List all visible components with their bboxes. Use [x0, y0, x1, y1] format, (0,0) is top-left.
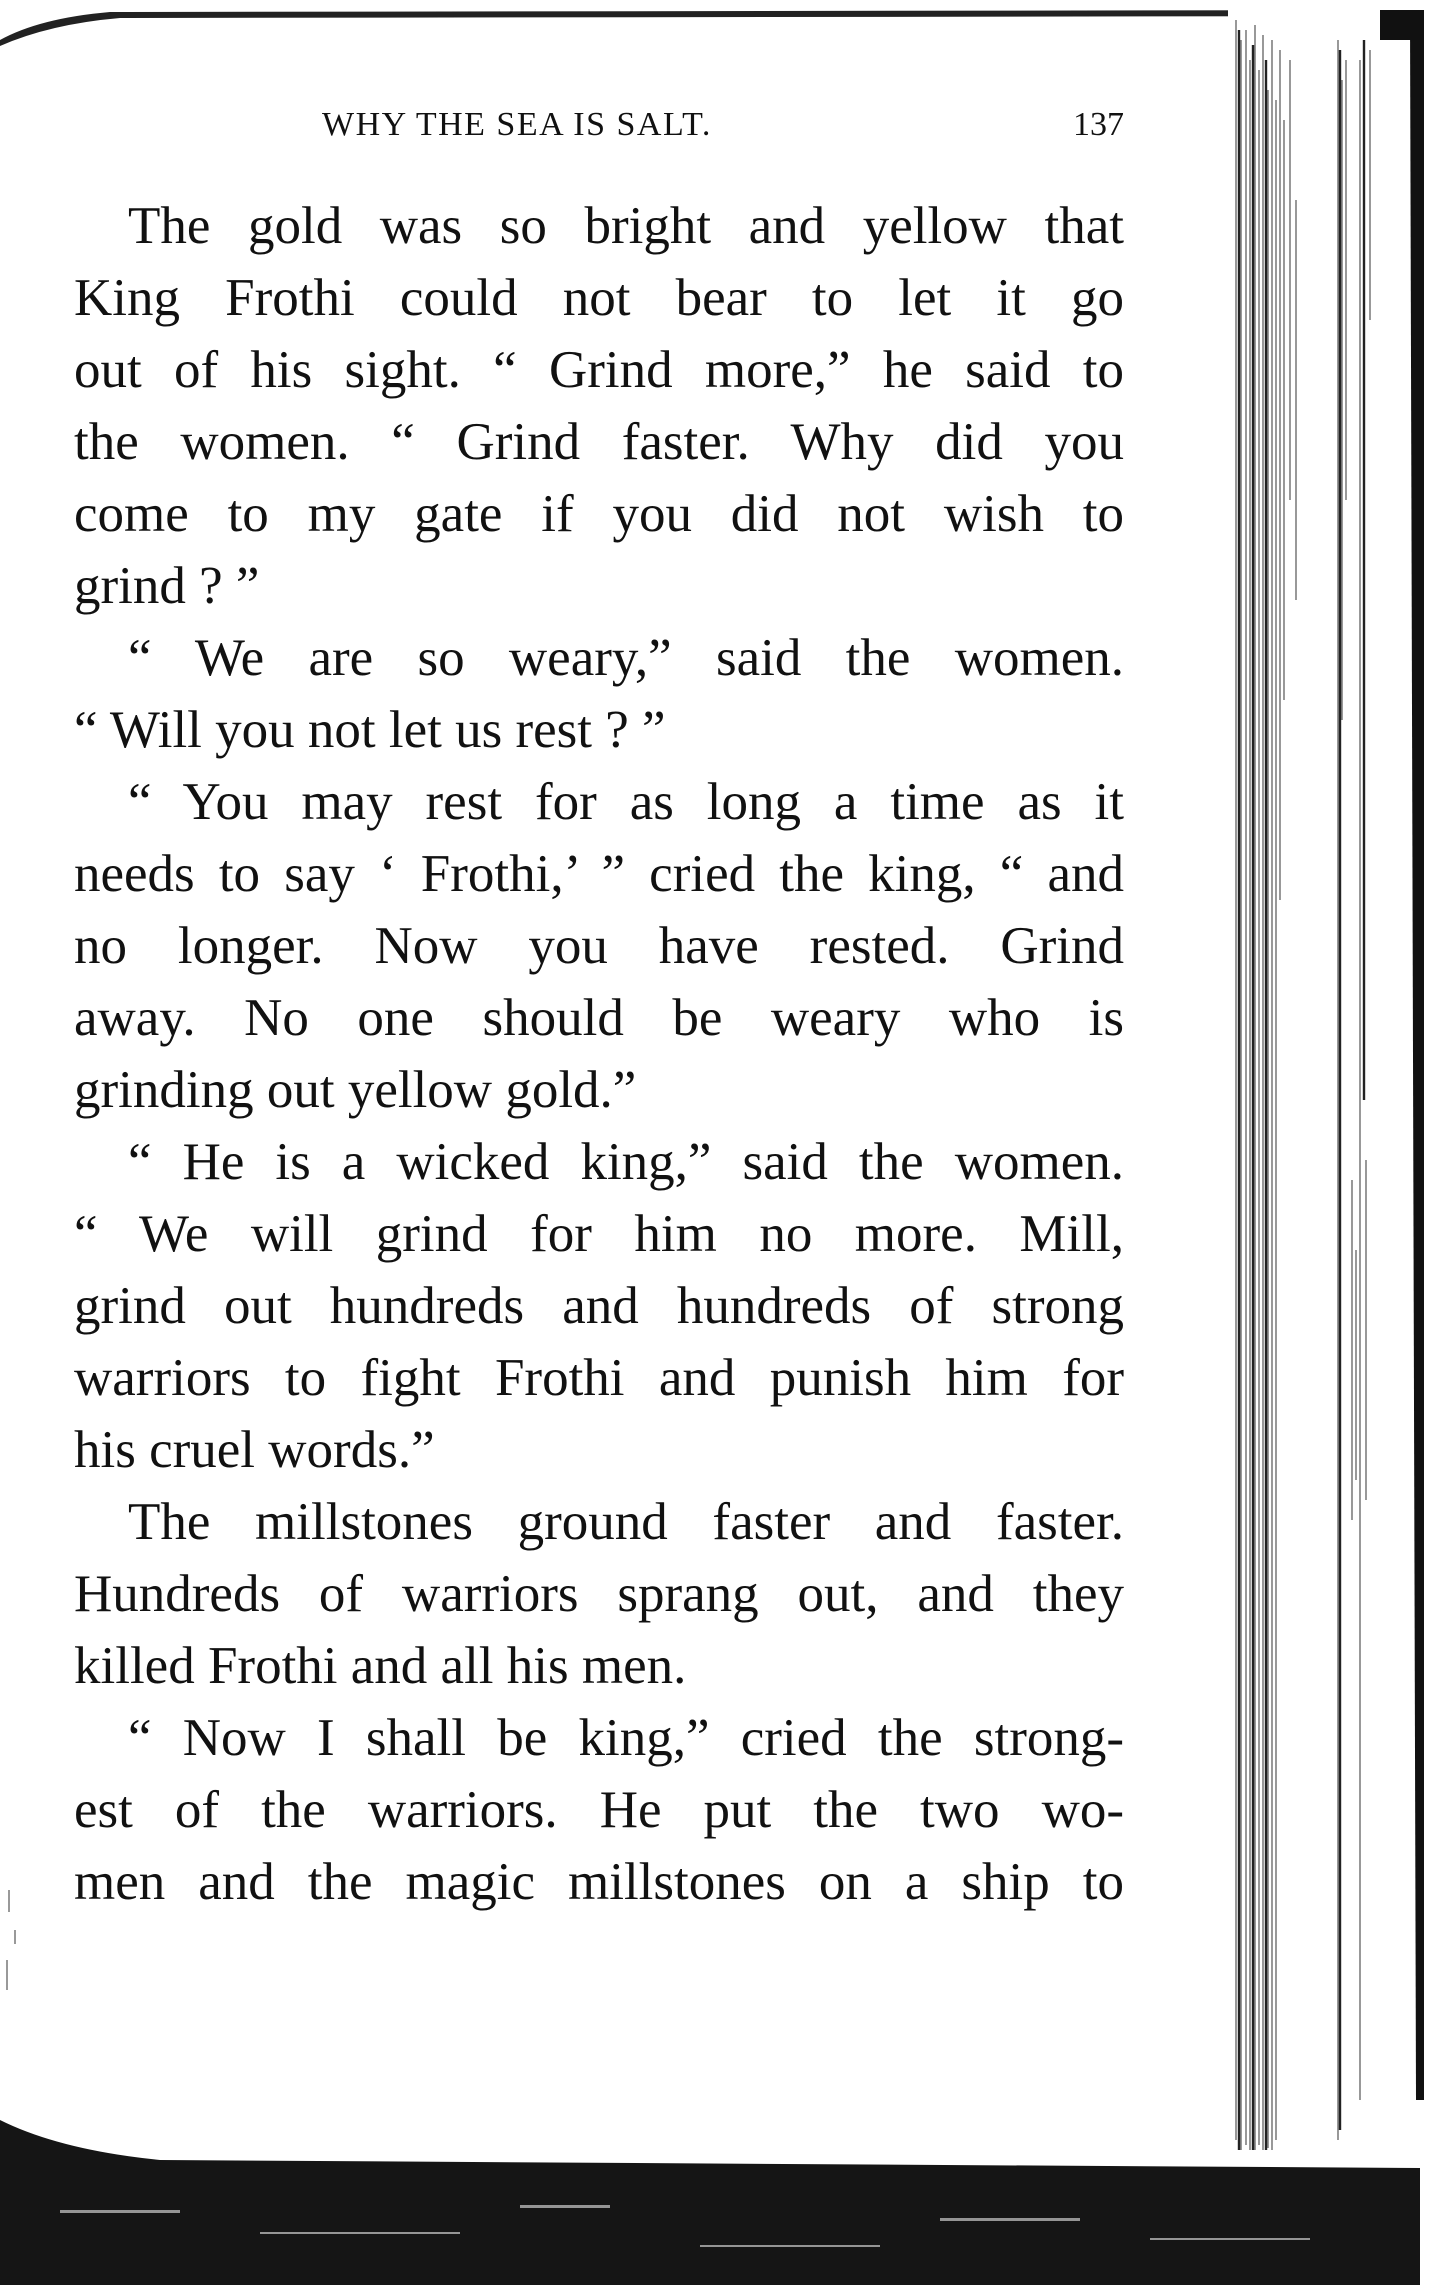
text-line: grinding out yellow gold.”	[74, 1061, 637, 1119]
running-header	[74, 100, 1124, 160]
text-line: no longer. Now you have rested. Grind	[74, 917, 1124, 975]
text-line: men and the magic millstones on a ship to	[74, 1853, 1124, 1911]
text-line: grind ? ”	[74, 557, 260, 615]
left-margin-specks	[6, 1890, 16, 1990]
text-line: “ Now I shall be king,” cried the strong-	[128, 1709, 1124, 1767]
text-line: come to my gate if you did not wish to	[74, 485, 1124, 543]
text-line: “ You may rest for as long a time as it	[128, 773, 1124, 831]
running-title: WHY THE SEA IS SALT.	[322, 106, 712, 143]
text-line: The gold was so bright and yellow that	[128, 197, 1124, 255]
text-line: The millstones ground faster and faster.	[128, 1493, 1124, 1551]
text-line: Hundreds of warriors sprang out, and they	[74, 1565, 1124, 1623]
text-line: needs to say ‘ Frothi,’ ” cried the king, “ and	[74, 845, 1124, 903]
right-page-block	[1228, 10, 1440, 2170]
text-line: grind out hundreds and hundreds of strong	[74, 1277, 1124, 1335]
text-line: away. No one should be weary who is	[74, 989, 1124, 1047]
text-line: warriors to fight Frothi and punish him for	[74, 1349, 1124, 1407]
text-line: out of his sight. “ Grind more,” he said to	[74, 341, 1124, 399]
text-line: the women. “ Grind faster. Why did you	[74, 413, 1124, 471]
text-line: killed Frothi and all his men.	[74, 1637, 687, 1695]
bottom-page-edge	[0, 2120, 1420, 2285]
page-number: 137	[1073, 106, 1124, 143]
text-line: “ We are so weary,” said the women.	[128, 629, 1124, 687]
text-line: “ He is a wicked king,” said the women.	[128, 1133, 1124, 1191]
text-line: est of the warriors. He put the two wo-	[74, 1781, 1124, 1839]
book-page	[74, 0, 1124, 1960]
text-line: King Frothi could not bear to let it go	[74, 269, 1124, 327]
text-line: “ We will grind for him no more. Mill,	[74, 1205, 1124, 1263]
text-line: “ Will you not let us rest ? ”	[74, 701, 666, 759]
text-line: his cruel words.”	[74, 1421, 435, 1479]
